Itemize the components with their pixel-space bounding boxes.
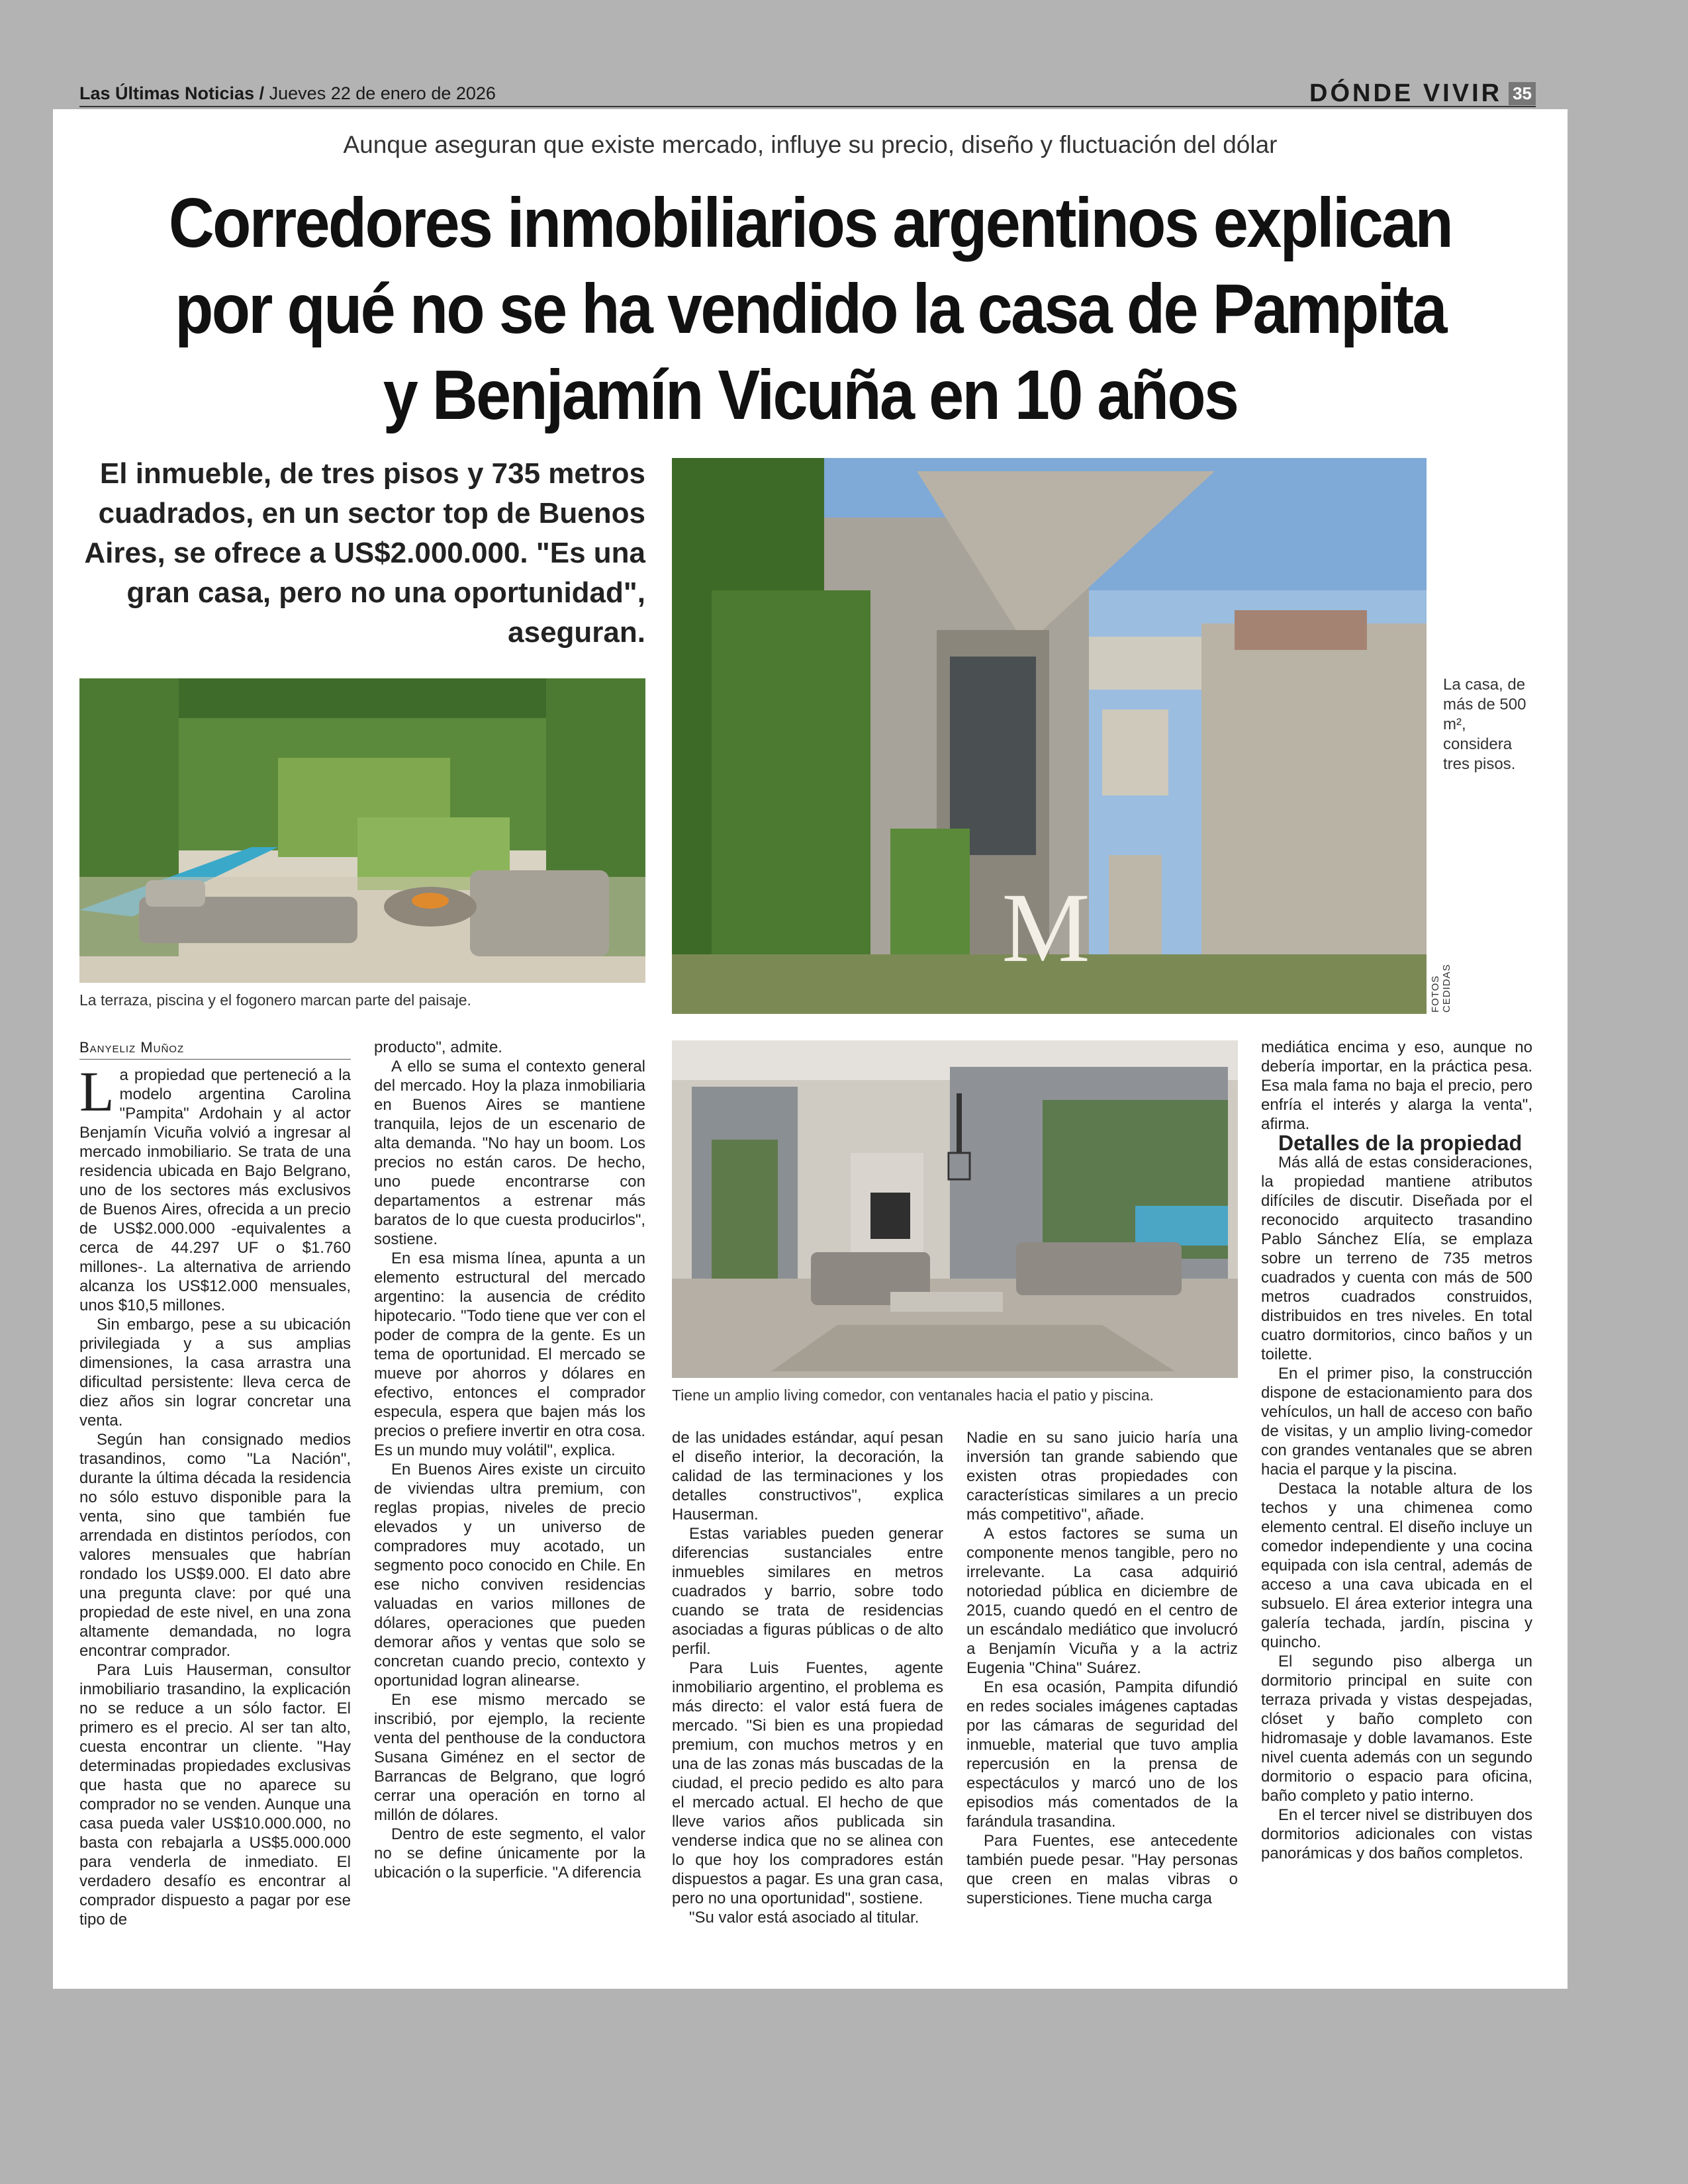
section-name: DÓNDE VIVIR xyxy=(1309,79,1503,107)
col2-paragraph: En esa misma línea, apunta a un elemento estructural del mercado argentino: la ausencia de crédito hipotecario. "Todo tiene que ver con el poder de compra de la gente. Es un tema de oportunidad. El mercado se mueve por ahorros y dólares en efectivo, entonces el comprador especula, espera que bajen más los precios o prefiere invertir en otra cosa. Es un mundo muy volátil", explica. xyxy=(374,1250,645,1459)
text-column-5 xyxy=(1261,1038,1532,1863)
facade-photo xyxy=(672,458,1427,1014)
col4-paragraph: Nadie en su sano juicio haría una inversión tan grande sabiendo que existen otras propiedades con características similares a un precio más competitivo", añade. xyxy=(966,1429,1238,1524)
col5-paragraph: El segundo piso alberga un dormitorio principal en suite con terraza privada y vistas despejadas, clóset y baño completo con hidromasaje y doble lavamanos. Este nivel cuenta además con un segundo dormitorio o espacio para oficina, baño completo y patio interno. xyxy=(1261,1653,1532,1805)
col5-paragraph: mediática encima y eso, aunque no debería importar, en la práctica pesa. Esa mala fama no baja el precio, pero enfría el interés y alarga la venta", afirma. xyxy=(1261,1038,1532,1133)
masthead-line xyxy=(79,83,496,104)
header-separator: / xyxy=(259,83,265,103)
col5-paragraph: En el tercer nivel se distribuyen dos dormitorios adicionales con vistas panorámicas y dos baños completos. xyxy=(1261,1806,1532,1862)
living-caption: Tiene un amplio living comedor, con ventanales hacia el patio y piscina. xyxy=(672,1387,1154,1404)
headline-line-3: y Benjamín Vicuña en 10 años xyxy=(383,356,1238,434)
col4-paragraph: Para Fuentes, ese antecedente también puede pesar. "Hay personas que creen en malas vibras o supersticiones. Tiene mucha carga xyxy=(966,1832,1238,1907)
section-label xyxy=(1309,79,1536,108)
headline xyxy=(128,180,1491,438)
col2-paragraph: A ello se suma el contexto general del mercado. Hoy la plaza inmobiliaria en Buenos Aires se mantiene tranquila, lejos de un escenario de alta demanda. "No hay un boom. Los precios no están caros. De hecho, uno puede encontrarse con departamentos a estrenar más baratos de lo que cuesta producirlos", sostiene. xyxy=(374,1058,645,1248)
col1-paragraph-text: a propiedad que perteneció a la modelo argentina Carolina "Pampita" Ardohain y al actor Benjamín Vicuña volvió a ingresar al mercado inmobiliario. Se trata de una residencia ubicada en Bajo Belgrano, uno de los sectores más exclusivos de Buenos Aires, ofrecida a un precio de US$2.000.000 -equivalentes a cerca de 44.297 UF o $1.760 millones-. La alternativa de arriendo alcanza los US$12.000 mensuales, unos $10,5 millones. xyxy=(79,1066,351,1314)
living-illustration xyxy=(672,1040,1238,1378)
col1-paragraph: Para Luis Hauserman, consultor inmobiliario trasandino, la explicación no se reduce a un sólo factor. El primero es el precio. Al ser tan alto, cuesta encontrar un cliente. "Hay determinadas propiedades exclusivas que hasta que no aparece su comprador no se venden. Aunque una casa pueda valer US$10.000.000, no basta con rebajarla a US$5.000.000 para venderla de inmediato. El verdadero desafío es encontrar al comprador dispuesto a pagar por ese tipo de xyxy=(79,1661,351,1929)
issue-date: Jueves 22 de enero de 2026 xyxy=(269,83,496,103)
col5-paragraph: Más allá de estas consideraciones, la propiedad mantiene atributos difíciles de discutir. Diseñada por el reconocido arquitecto trasandino Pablo Sánchez Elía, se emplaza sobre un terreno de 735 metros cuadrados y cuenta con más de 500 metros cuadrados construidos, distribuidos en tres niveles. En total cuatro dormitorios, cinco baños y un toilette. xyxy=(1261,1154,1532,1363)
col4-paragraph: A estos factores se suma un componente menos tangible, pero no irrelevante. La casa adquirió notoriedad pública en diciembre de 2015, cuando quedó en el centro de un escándalo mediático que involucró a Benjamín Vicuña y a la actriz Eugenia "China" Suárez. xyxy=(966,1525,1238,1677)
col3-paragraph: de las unidades estándar, aquí pesan el diseño interior, la decoración, la calidad de las terminaciones y los detalles constructivos", explica Hauserman. xyxy=(672,1429,943,1524)
text-column-2 xyxy=(374,1038,645,1882)
section-subhead: Detalles de la propiedad xyxy=(1278,1131,1523,1155)
facade-monogram: M xyxy=(1002,873,1090,983)
col2-paragraph: Dentro de este segmento, el valor no se define únicamente por la ubicación o la superficie. "A diferencia xyxy=(374,1825,645,1882)
photo-credit: FOTOS CEDIDAS xyxy=(1430,964,1452,1013)
headline-line-1: Corredores inmobiliarios argentinos explican xyxy=(168,184,1452,262)
col5-paragraph: En el primer piso, la construcción dispone de estacionamiento para dos vehículos, un hall de acceso con baño de visitas, y un amplio living-comedor con grandes ventanales que se abren hacia el parque y la piscina. xyxy=(1261,1365,1532,1479)
newspaper-name: Las Últimas Noticias xyxy=(79,83,255,103)
col2-paragraph: En Buenos Aires existe un circuito de viviendas ultra premium, con reglas propias, niveles de precio elevados y un universo de compradores muy acotado, un segmento poco conocido en Chile. En ese nicho conviven residencias valuadas en varios millones de dólares, operaciones que pueden demorar años y ventas que solo se concretan cuando precio, contexto y oportunidad logran alinearse. xyxy=(374,1461,645,1690)
terrace-illustration xyxy=(79,678,645,983)
col5-paragraph: Destaca la notable altura de los techos y una chimenea como elemento central. El diseño incluye un comedor independiente y una cocina equipada con isla central, además de acceso a una cava ubicada en el subsuelo. El área exterior integra una galería techada, jardín, piscina y quincho. xyxy=(1261,1480,1532,1651)
col1-paragraph xyxy=(79,1060,351,1315)
terrace-photo xyxy=(79,678,645,983)
lead-paragraph: El inmueble, de tres pisos y 735 metros cuadrados, en un sector top de Buenos Aires, se ofrece a US$2.000.000. "Es una gran casa, pero no una oportunidad", aseguran. xyxy=(84,457,645,649)
facade-illustration xyxy=(672,458,1427,1014)
header-rule xyxy=(79,106,1536,107)
col2-paragraph: producto", admite. xyxy=(374,1038,502,1056)
running-header xyxy=(79,79,1536,106)
byline: Banyeliz Muñoz xyxy=(79,1039,351,1060)
kicker: Aunque aseguran que existe mercado, influye su precio, diseño y fluctuación del dólar xyxy=(343,131,1278,158)
text-column-4 xyxy=(966,1428,1238,1908)
headline-line-2: por qué no se ha vendido la casa de Pampita xyxy=(175,270,1446,348)
terrace-caption: La terraza, piscina y el fogonero marcan parte del paisaje. xyxy=(79,991,471,1009)
text-column-3 xyxy=(672,1428,943,1927)
col2-paragraph: En ese mismo mercado se inscribió, por ejemplo, la reciente venta del penthouse de la conductora Susana Giménez en el sector de Barrancas de Belgrano, que logró cerrar una operación en torno al millón de dólares. xyxy=(374,1691,645,1824)
col3-paragraph: Estas variables pueden generar diferencias sustanciales entre inmuebles similares en metros cuadrados y barrio, sobre todo cuando se trata de residencias asociadas a figuras públicas o de alto perfil. xyxy=(672,1525,943,1658)
col1-paragraph: Sin embargo, pese a su ubicación privilegiada y a sus amplias dimensiones, la casa arrastra una dificultad persistente: lleva cerca de diez años sin lograr concretar una venta. xyxy=(79,1316,351,1430)
drop-cap: L xyxy=(79,1060,115,1123)
col1-paragraph: Según han consignado medios trasandinos, como "La Nación", durante la última década la residencia no sólo estuvo disponible para la venta, sino que también fue arrendada en distintos períodos, con valores mensuales que habrían rondado los US$9.000. El dato abre una pregunta clave: por qué una propiedad de este nivel, en una zona altamente demandada, no logra encontrar comprador. xyxy=(79,1431,351,1660)
col3-paragraph: "Su valor está asociado al titular. xyxy=(689,1909,919,1927)
facade-caption: La casa, de más de 500 m², considera tres pisos. xyxy=(1443,676,1526,773)
living-photo xyxy=(672,1040,1238,1378)
page-number: 35 xyxy=(1509,82,1536,105)
col3-paragraph: Para Luis Fuentes, agente inmobiliario argentino, el problema es más directo: el valor está fuera de mercado. "Si bien es una propiedad premium, con muchos metros y en una de las zonas más buscadas de la ciudad, el precio pedido es alto para el mercado actual. El hecho de que lleve varios años publicada sin venderse indica que no se alinea con lo que hoy los compradores están dispuestos a pagar. Es una gran casa, pero no una oportunidad", sostiene. xyxy=(672,1659,943,1907)
col4-paragraph: En esa ocasión, Pampita difundió en redes sociales imágenes captadas por las cámaras de seguridad del inmueble, material que tuvo amplia repercusión en la prensa de espectáculos y marcó uno de los episodios más comentados de la farándula trasandina. xyxy=(966,1678,1238,1831)
text-column-1 xyxy=(79,1060,351,1929)
